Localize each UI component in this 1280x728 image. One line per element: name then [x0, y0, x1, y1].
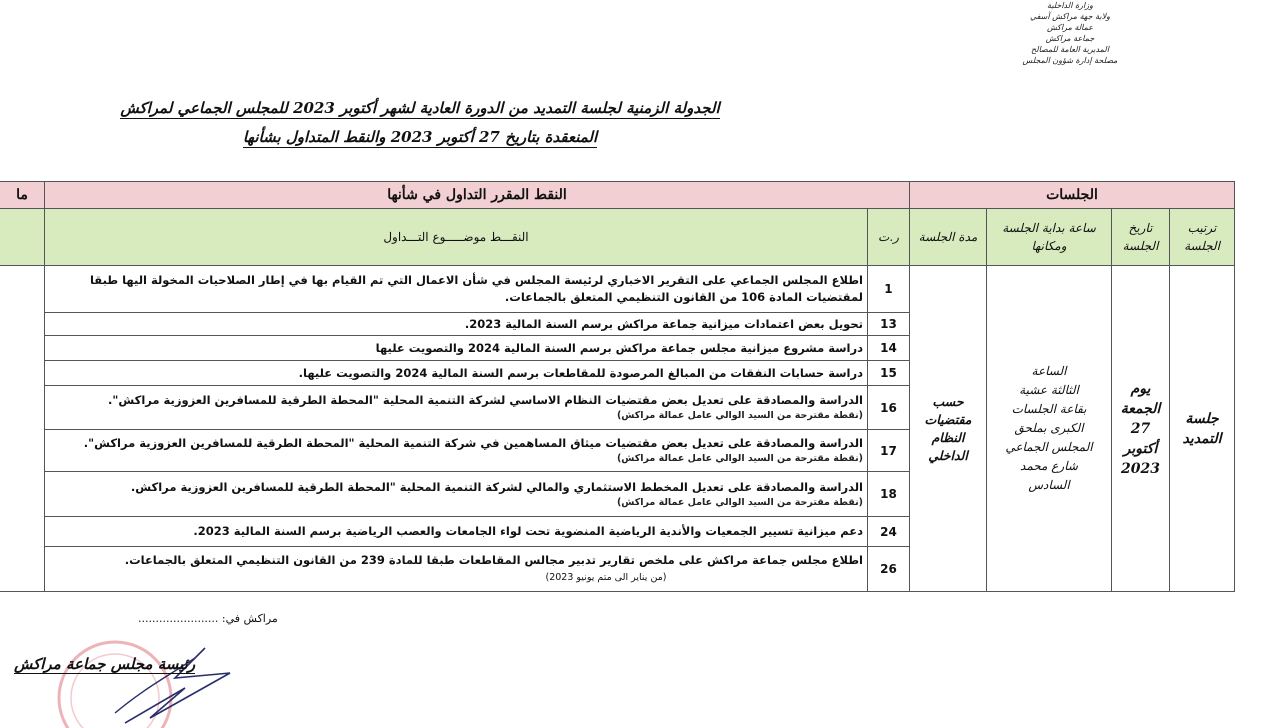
row-number: 26 — [867, 547, 909, 592]
session-time-cell — [987, 266, 1112, 592]
topic-note: (من يناير الى متم يونيو 2023) — [545, 572, 667, 583]
header-line: عمالة مراكش — [1046, 23, 1094, 32]
topic-text: اطلاع مجلس جماعة مراكش على ملخص تقارير تدبير مجالس المقاطعات طبقا للمادة 239 من القانون التنظيمي المتعلق بالجماعات. — [124, 553, 863, 567]
session-duration-cell — [909, 266, 986, 592]
document-title: الجدولة الزمنية لجلسة التمديد من الدورة العادية لشهر أكتوبر 2023 للمجلس الجماعي لمراكش — [120, 99, 720, 117]
col-date-header: تاريخ الجلسة — [1112, 209, 1170, 266]
topic-note: (نقطة مقترحة من السيد الوالي عامل عمالة مراكش) — [616, 453, 863, 464]
topic-text: الدراسة والمصادقة على تعديل المخطط الاستثماري والمالي لشركة التنمية المحلية "المحطة الطرقية للمسافرين العزوزية مراكش. — [130, 479, 863, 494]
header-row-columns — [0, 209, 1235, 266]
row-topic — [44, 472, 867, 517]
date-year: 2023 — [1121, 460, 1160, 477]
session-date-cell — [1112, 266, 1170, 592]
date-day: يوم — [1130, 380, 1151, 397]
time-line: السادس — [1028, 478, 1070, 492]
session-order: جلسة التمديد — [1182, 410, 1222, 447]
cut-column — [0, 266, 44, 592]
date-weekday: الجمعة — [1120, 400, 1161, 417]
topic-text: اطلاع المجلس الجماعي على التقرير الاخباري لرئيسة المجلس في شأن الاعمال التي تم القيام بها في إطار الصلاحيات المخولة اليها طبقا لمقتضيات المادة 106 من القانون التنظيمي المتعلق بالجماعات. — [89, 273, 863, 304]
header-line: وزارة الداخلية — [1047, 1, 1093, 10]
document-titles — [100, 98, 740, 148]
time-line: الساعة — [1031, 364, 1067, 378]
col-duration-header: مدة الجلسة — [909, 209, 986, 266]
row-number: 18 — [867, 472, 909, 517]
header-line: جماعة مراكش — [1045, 34, 1095, 43]
time-line: المجلس الجماعي — [1005, 440, 1093, 454]
row-number: 24 — [867, 517, 909, 547]
topic-text: الدراسة والمصادقة على تعديل بعض مقتضيات ميثاق المساهمين في شركة التنمية المحلية "المحطة الطرقية للمسافرين العزوزية مراكش". — [83, 436, 863, 450]
topic-note: (نقطة مقترحة من السيد الوالي عامل عمالة مراكش) — [616, 410, 863, 421]
header-line: مصلحة إدارة شؤون المجلس — [1022, 56, 1118, 65]
ministry-header — [1010, 0, 1130, 66]
col-cut-header — [0, 209, 44, 266]
place-date-line: مراكش في: ....................... — [138, 612, 278, 625]
topic-text: دعم ميزانية تسيير الجمعيات والأندية الرياضية المنضوية تحت لواء الجامعات والعصب الرياضية برسم السنة المالية 2023. — [193, 524, 863, 538]
session-duration: حسب مقتضيات النظام الداخلي — [924, 393, 972, 463]
row-number: 1 — [867, 266, 909, 313]
document-subtitle: المنعقدة بتاريخ 27 أكتوبر 2023 والنقط المتداول بشأنها — [242, 128, 598, 146]
points-group-header: النقط المقرر التداول في شأنها — [44, 182, 909, 209]
row-topic — [44, 361, 867, 386]
row-number: 15 — [867, 361, 909, 386]
header-line: ولاية جهة مراكش آسفي — [1029, 12, 1111, 21]
signature-title: رئيسة مجلس جماعة مراكش — [14, 655, 196, 673]
session-order-cell — [1170, 266, 1235, 592]
row-topic — [44, 266, 867, 313]
topic-text: دراسة مشروع ميزانية مجلس جماعة مراكش برسم السنة المالية 2024 والتصويت عليها — [375, 340, 863, 355]
row-number: 16 — [867, 386, 909, 430]
schedule-table — [0, 181, 1235, 592]
cut-group-header: ما — [0, 182, 44, 209]
row-topic — [44, 386, 867, 430]
date-month: أكتوبر — [1123, 440, 1158, 457]
row-topic — [44, 313, 867, 336]
row-topic — [44, 547, 867, 592]
col-order-header: ترتيب الجلسة — [1170, 209, 1235, 266]
date-num: 27 — [1130, 420, 1151, 437]
header-row-groups — [0, 182, 1235, 209]
time-line: الكبرى بملحق — [1014, 421, 1084, 435]
time-line: شارع محمد — [1020, 459, 1078, 473]
col-time-header: ساعة بداية الجلسة ومكانها — [987, 209, 1112, 266]
col-num-header: ر.ت — [867, 209, 909, 266]
time-line: بقاعة الجلسات — [1011, 402, 1087, 416]
table-row — [0, 266, 1235, 313]
row-number: 13 — [867, 313, 909, 336]
row-topic — [44, 336, 867, 361]
topic-text: تحويل بعض اعتمادات ميزانية جماعة مراكش برسم السنة المالية 2023. — [464, 316, 863, 331]
topic-text: الدراسة والمصادقة على تعديل بعض مقتضيات النظام الاساسي لشركة التنمية المحلية "المحطة الطرقية للمسافرين العزوزية مراكش". — [108, 393, 863, 407]
topic-note: (نقطة مقترحة من السيد الوالي عامل عمالة مراكش) — [616, 496, 863, 508]
topic-text: دراسة حسابات النفقات من المبالغ المرصودة للمقاطعات برسم السنة المالية 2024 والتصويت عليها. — [298, 365, 863, 380]
row-topic — [44, 430, 867, 472]
time-line: الثالثة عشية — [1019, 383, 1079, 397]
sessions-group-header: الجلسات — [909, 182, 1234, 209]
row-topic — [44, 517, 867, 547]
header-line: المديرية العامة للمصالح — [1031, 45, 1109, 54]
row-number: 14 — [867, 336, 909, 361]
row-number: 17 — [867, 430, 909, 472]
col-topic-header: النقـــط موضـــــوع التـــداول — [44, 209, 867, 266]
